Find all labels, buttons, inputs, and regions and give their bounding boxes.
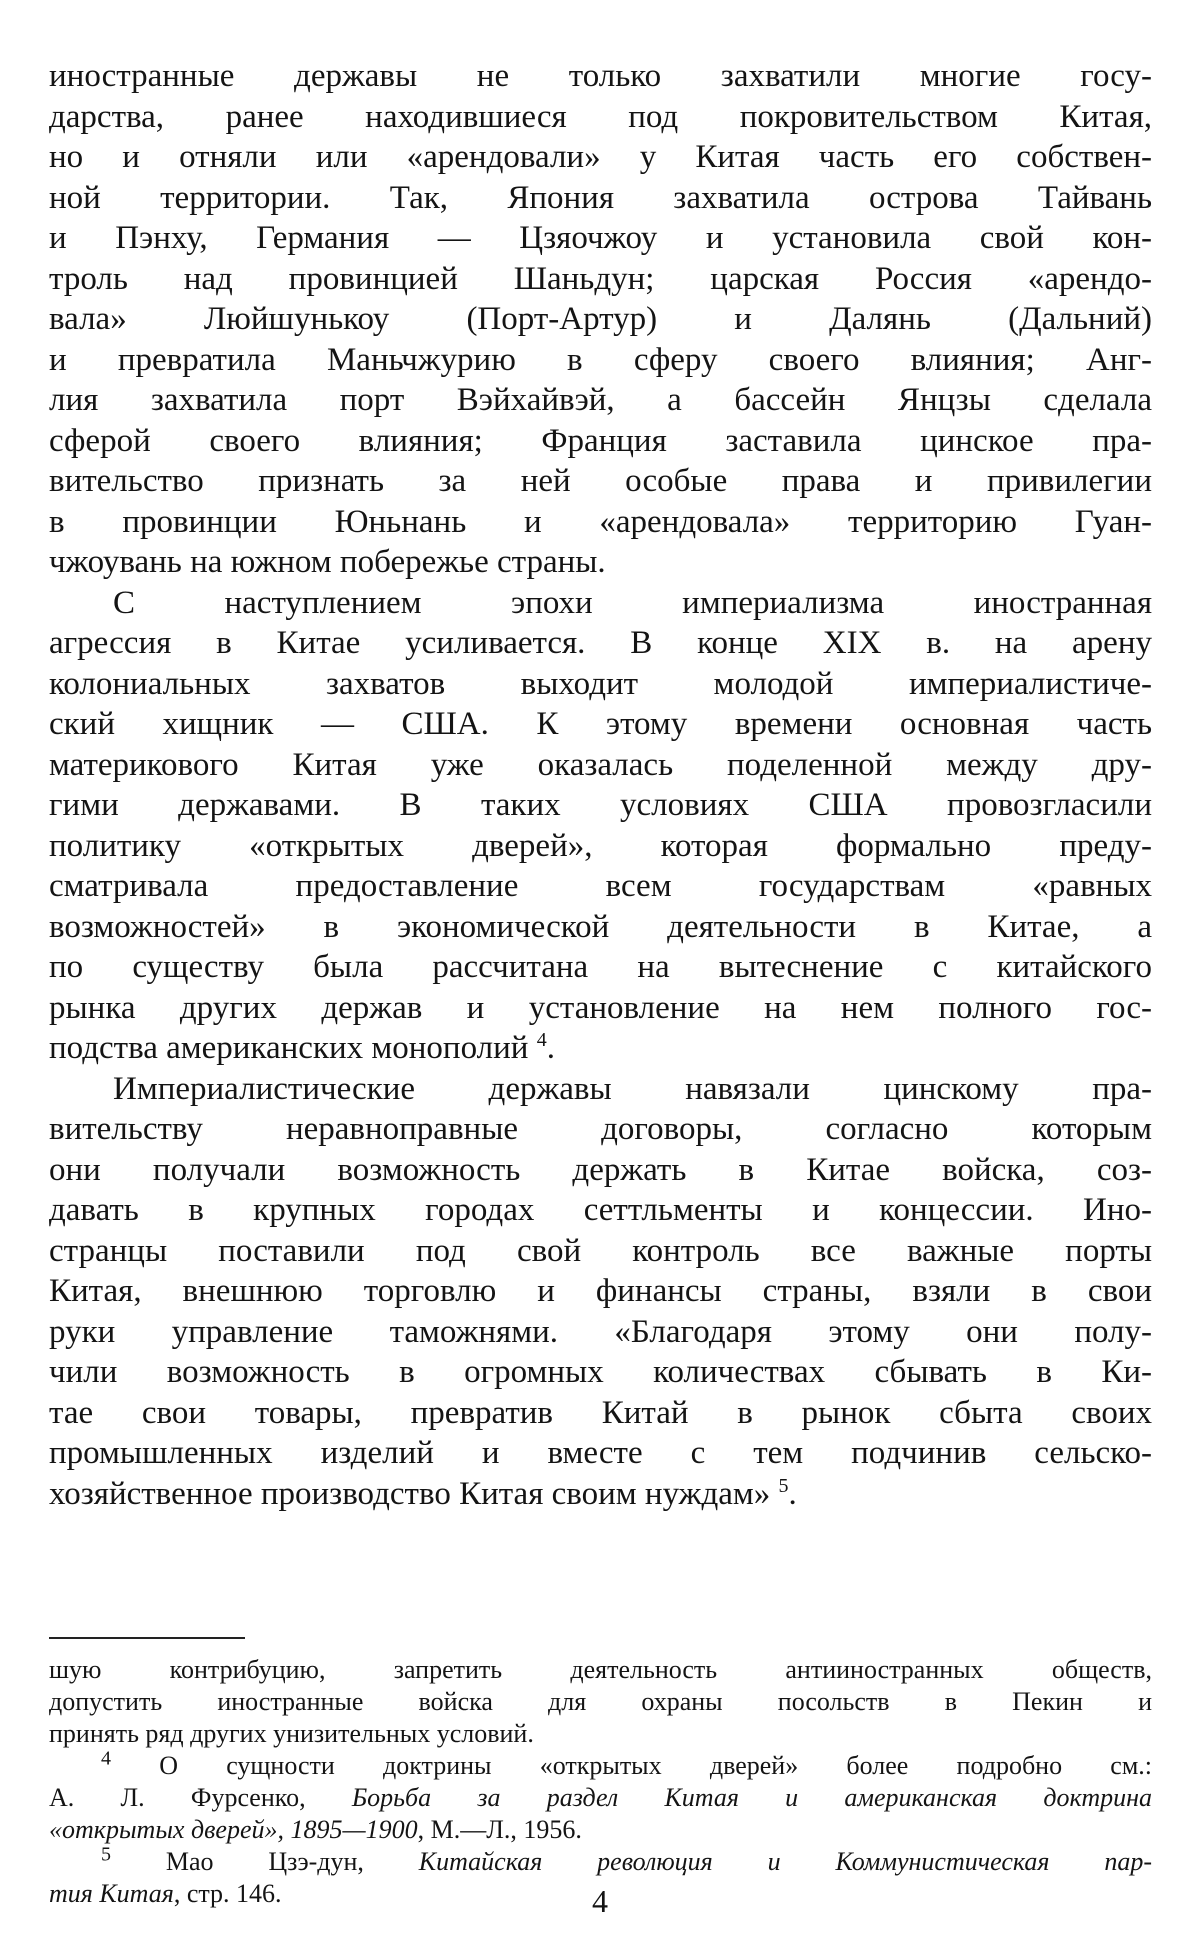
text-line: политику «открытых дверей», которая формально преду- <box>49 827 1152 864</box>
text-line: троль над провинцией Шаньдун; царская Россия «арендо- <box>49 260 1152 297</box>
footnote-line: допустить иностранные войска для охраны посольств в Пекин и <box>49 1687 1152 1716</box>
footnote-5-line <box>49 1843 1153 1878</box>
text-segment: . <box>788 1475 797 1512</box>
text-line: дарства, ранее находившиеся под покровительством Китая, <box>49 98 1152 135</box>
text-line: вала» Люйшунькоу (Порт-Артур) и Далянь (Дальний) <box>49 301 1152 337</box>
text-line: сферой своего влияния; Франция заставила цинское пра- <box>49 422 1152 459</box>
text-line: материкового Китая уже оказалась поделенной между дру- <box>49 746 1152 783</box>
paragraph-start-line: С наступлением эпохи империализма иностранная <box>113 584 1152 621</box>
text-line-with-footnote-ref <box>49 1474 1152 1515</box>
footnotes <box>49 1654 1152 1910</box>
text-line-with-footnote-ref <box>49 1028 1152 1069</box>
text-line: агрессия в Китае усиливается. В конце XIX в. на арену <box>49 625 1152 661</box>
page-number: 4 <box>592 1883 608 1919</box>
footnote-text: , стр. 146. <box>173 1879 282 1908</box>
footnote-5-marker: 5 <box>101 1843 111 1866</box>
text-segment: . <box>546 1030 555 1066</box>
footnote-text: О сущности доктрины «открытых дверей» более подробно см.: <box>159 1751 1153 1780</box>
text-line: лия захватила порт Вэйхайвэй, а бассейн Янцзы сделала <box>49 382 1152 418</box>
text-line: руки управление таможнями. «Благодаря этому они полу- <box>49 1313 1152 1350</box>
paragraph-start-line: Империалистические державы навязали цинскому пра- <box>113 1070 1152 1107</box>
footnote-4-line <box>49 1747 1153 1782</box>
footnote-author: А. Л. Фурсенко, <box>49 1783 352 1812</box>
text-line: сматривала предоставление всем государствам «равных <box>49 868 1152 904</box>
text-line: по существу была рассчитана на вытеснение с китайского <box>49 949 1152 985</box>
footnote-author: Мао Цзэ-дун, <box>165 1847 419 1876</box>
footnote-line: шую контрибуцию, запретить деятельность антииностранных обществ, <box>49 1655 1152 1684</box>
footnote-text: , М.—Л., 1956. <box>417 1815 582 1844</box>
footnote-ref-4: 4 <box>536 1029 547 1051</box>
text-line: вительство признать за ней особые права и привилегии <box>49 463 1152 499</box>
text-line: в провинции Юньнань и «арендовала» территорию Гуан- <box>49 503 1152 540</box>
footnote-title: тия Китая <box>49 1879 174 1908</box>
text-line: давать в крупных городах сеттльменты и концессии. Ино- <box>49 1192 1152 1228</box>
text-line: чили возможность в огромных количествах сбывать в Ки- <box>49 1354 1152 1390</box>
main-text <box>49 56 1152 1514</box>
footnote-ref-5: 5 <box>778 1474 789 1497</box>
footnote-separator <box>49 1637 245 1639</box>
text-line: вительству неравноправные договоры, согласно которым <box>49 1111 1152 1147</box>
text-line: рынка других держав и установление на нем полного гос- <box>49 989 1152 1026</box>
text-line: они получали возможность держать в Китае войска, соз- <box>49 1151 1152 1188</box>
text-line: иностранные державы не только захватили многие госу- <box>49 58 1152 94</box>
footnote-title: «открытых дверей», 1895—1900 <box>49 1815 418 1844</box>
footnote-line: принять ряд других унизительных условий. <box>49 1719 534 1748</box>
footnote-4-line <box>49 1814 1152 1846</box>
text-segment: хозяйственное производство Китая своим нуждам» <box>49 1475 771 1512</box>
text-line: тае свои товары, превратив Китай в рынок сбыта своих <box>49 1394 1152 1431</box>
footnote-4-marker: 4 <box>101 1747 111 1770</box>
text-line: Китая, внешнюю торговлю и финансы страны, взяли в свои <box>49 1273 1152 1309</box>
text-segment: подства американских монополий <box>49 1030 529 1066</box>
text-line: и превратила Маньчжурию в сферу своего влияния; Анг- <box>49 341 1152 378</box>
footnote-title: Борьба за раздел Китая и американская доктрина <box>351 1783 1152 1812</box>
text-line: ский хищник — США. К этому времени основная часть <box>49 706 1152 742</box>
text-line: колониальных захватов выходит молодой империалистиче- <box>49 665 1152 702</box>
text-line: странцы поставили под свой контроль все важные порты <box>49 1232 1152 1269</box>
text-line: гими державами. В таких условиях США провозгласили <box>49 787 1152 823</box>
text-line: промышленных изделий и вместе с тем подчинив сельско- <box>49 1435 1152 1471</box>
footnote-4-line <box>49 1782 1152 1814</box>
text-line: ной территории. Так, Япония захватила острова Тайвань <box>49 179 1152 216</box>
text-line: и Пэнху, Германия — Цзяочжоу и установила свой кон- <box>49 220 1152 256</box>
text-line: чжоувань на южном побережье страны. <box>49 544 606 580</box>
text-line: но и отняли или «арендовали» у Китая часть его собствен- <box>49 139 1152 175</box>
text-line: возможностей» в экономической деятельности в Китае, а <box>49 908 1152 945</box>
footnote-title: Китайская революция и Коммунистическая пар- <box>418 1847 1153 1876</box>
